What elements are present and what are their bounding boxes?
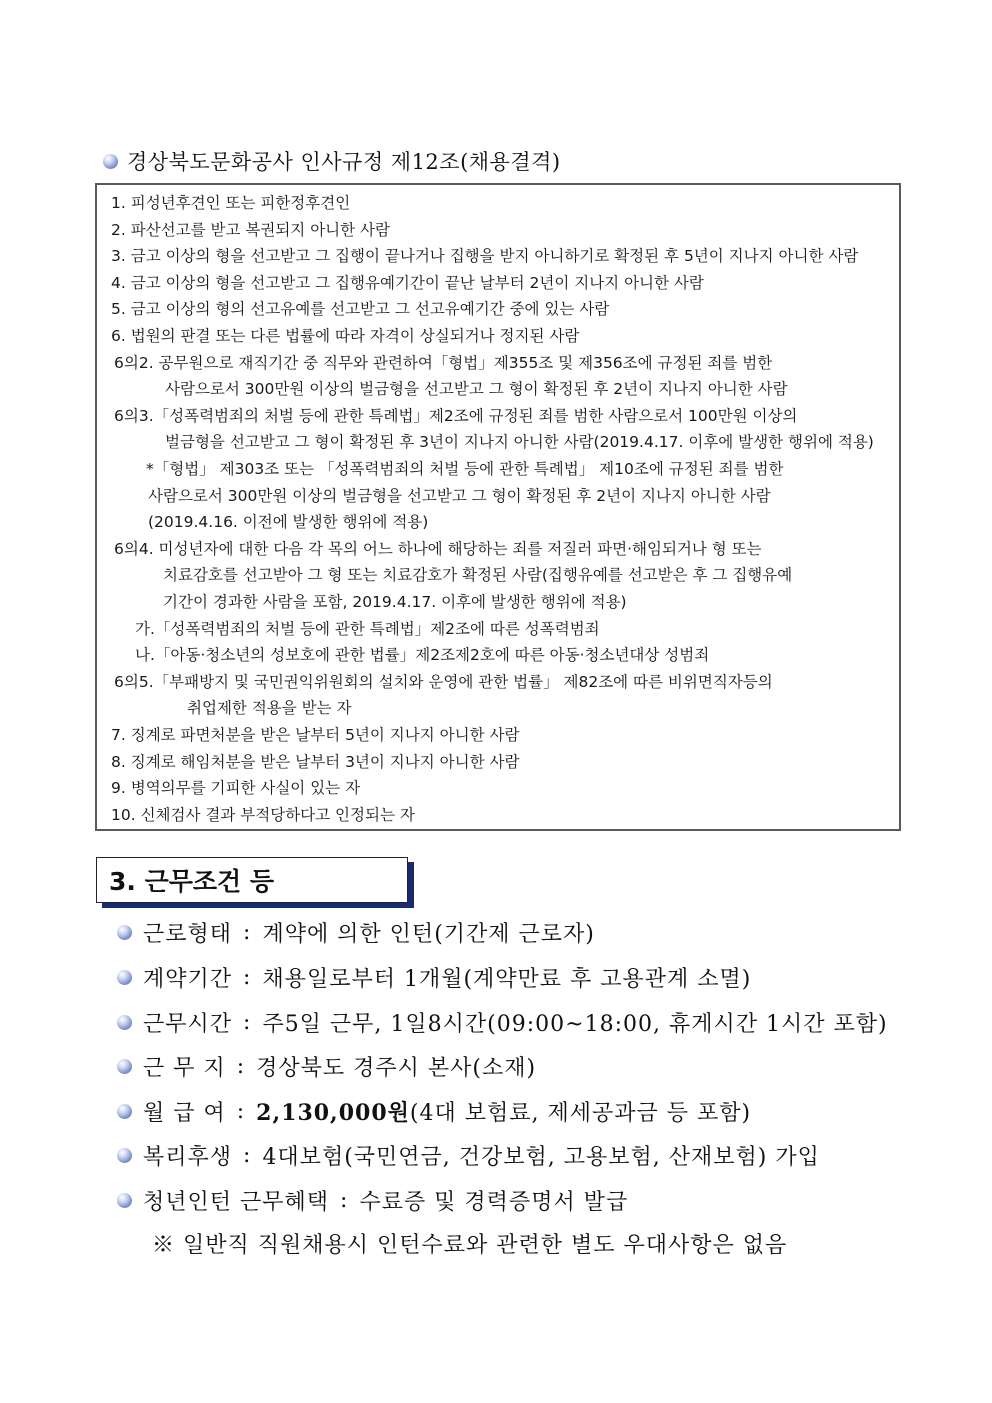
regulation-heading — [103, 146, 561, 176]
list-item: (2019.4.16. 이전에 발생한 행위에 적용) — [148, 513, 429, 531]
condition-label: 월 급 여 — [143, 1101, 226, 1126]
bullet-icon — [103, 154, 118, 169]
list-item: 6의3.「성폭력범죄의 처벌 등에 관한 특례법」제2조에 규정된 죄를 범한 사람으로서 100만원 이상의 — [114, 407, 798, 425]
list-item: 사람으로서 300만원 이상의 벌금형을 선고받고 그 형이 확정된 후 2년이 지나지 아니한 사람 — [165, 380, 788, 398]
list-item: 7. 징계로 파면처분을 받은 날부터 5년이 지나지 아니한 사람 — [111, 726, 520, 744]
condition-value: 계약에 의한 인턴(기간제 근로자) — [262, 922, 595, 947]
condition-value — [256, 1096, 751, 1127]
list-item: 취업제한 적용을 받는 자 — [187, 699, 352, 717]
condition-value: 채용일로부터 1개월(계약만료 후 고용관계 소멸) — [262, 967, 752, 992]
list-item: 1. 피성년후견인 또는 피한정후견인 — [111, 194, 351, 212]
bullet-icon — [117, 1059, 132, 1074]
salary-note: (4대 보험료, 제세공과금 등 포함) — [409, 1101, 752, 1126]
bullet-icon — [117, 1104, 132, 1119]
condition-value: 경상북도 경주시 본사(소재) — [256, 1056, 537, 1081]
condition-work-hours — [117, 1007, 888, 1038]
section-title-text: 3. 근무조건 등 — [109, 867, 275, 896]
bullet-icon — [117, 1015, 132, 1030]
list-item: 10. 신체검사 결과 부적당하다고 인정되는 자 — [111, 806, 415, 824]
list-item: 나.「아동·청소년의 성보호에 관한 법률」제2조제2호에 따른 아동·청소년대상 성범죄 — [135, 646, 710, 664]
condition-value: 4대보험(국민연금, 건강보험, 고용보험, 산재보험) 가입 — [262, 1145, 820, 1170]
list-item: 벌금형을 선고받고 그 형이 확정된 후 3년이 지나지 아니한 사람(2019.4.17. 이후에 발생한 행위에 적용) — [165, 433, 874, 451]
salary-amount: 2,130,000원 — [256, 1100, 410, 1126]
list-item: 6의4. 미성년자에 대한 다음 각 목의 어느 하나에 해당하는 죄를 저질러 파면·해임되거나 형 또는 — [114, 540, 762, 558]
list-item: 기간이 경과한 사람을 포함, 2019.4.17. 이후에 발생한 행위에 적용) — [163, 593, 627, 611]
separator: : — [243, 1010, 252, 1035]
condition-intern-benefit — [117, 1185, 628, 1216]
list-item: 6. 법원의 판결 또는 다른 법률에 따라 자격이 상실되거나 정지된 사람 — [111, 327, 580, 345]
condition-employment-type — [117, 917, 595, 948]
regulation-box — [95, 183, 901, 831]
bullet-icon — [117, 1148, 132, 1163]
list-item: 5. 금고 이상의 형의 선고유예를 선고받고 그 선고유예기간 중에 있는 사람 — [111, 300, 610, 318]
separator: : — [243, 920, 252, 945]
condition-value: 주5일 근무, 1일8시간(09:00~18:00, 휴게시간 1시간 포함) — [262, 1012, 888, 1037]
separator: : — [236, 1054, 246, 1079]
section-title — [96, 857, 408, 903]
list-item: *「형법」 제303조 또는 「성폭력범죄의 처벌 등에 관한 특례법」 제10조에 규정된 죄를 범한 — [146, 460, 784, 478]
separator: : — [243, 1143, 252, 1168]
list-item: 9. 병역의무를 기피한 사실이 있는 자 — [111, 779, 361, 797]
condition-label: 청년인턴 근무혜택 — [143, 1190, 330, 1215]
condition-welfare — [117, 1140, 820, 1171]
bullet-icon — [117, 970, 132, 985]
condition-work-location — [117, 1051, 536, 1082]
condition-label: 근 무 지 — [143, 1056, 226, 1081]
note: ※ 일반직 직원채용시 인턴수료와 관련한 별도 우대사항은 없음 — [152, 1233, 788, 1258]
condition-label: 복리후생 — [143, 1145, 233, 1170]
list-item: 4. 금고 이상의 형을 선고받고 그 집행유예기간이 끝난 날부터 2년이 지나지 아니한 사람 — [111, 274, 704, 292]
separator: : — [340, 1188, 349, 1213]
bullet-icon — [117, 925, 132, 940]
condition-label: 계약기간 — [143, 967, 233, 992]
bullet-icon — [117, 1193, 132, 1208]
list-item: 3. 금고 이상의 형을 선고받고 그 집행이 끝나거나 집행을 받지 아니하기로 확정된 후 5년이 지나지 아니한 사람 — [111, 247, 859, 265]
separator: : — [243, 965, 252, 990]
separator: : — [236, 1099, 246, 1124]
condition-label: 근로형태 — [143, 922, 233, 947]
list-item: 6의5.「부패방지 및 국민권익위원회의 설치와 운영에 관한 법률」 제82조에 따른 비위면직자등의 — [114, 673, 773, 691]
condition-monthly-salary — [117, 1096, 751, 1127]
condition-contract-period — [117, 962, 751, 993]
list-item: 6의2. 공무원으로 재직기간 중 직무와 관련하여「형법」제355조 및 제356조에 규정된 죄를 범한 — [114, 354, 773, 372]
list-item: 치료감호를 선고받아 그 형 또는 치료감호가 확정된 사람(집행유예를 선고받은 후 그 집행유예 — [163, 566, 793, 584]
list-item: 8. 징계로 해임처분을 받은 날부터 3년이 지나지 아니한 사람 — [111, 753, 520, 771]
condition-value: 수료증 및 경력증명서 발급 — [359, 1190, 629, 1215]
regulation-title: 경상북도문화공사 인사규정 제12조(채용결격) — [127, 150, 561, 174]
list-item: 2. 파산선고를 받고 복권되지 아니한 사람 — [111, 221, 390, 239]
list-item: 사람으로서 300만원 이상의 벌금형을 선고받고 그 형이 확정된 후 2년이 지나지 아니한 사람 — [148, 487, 771, 505]
condition-label: 근무시간 — [143, 1012, 233, 1037]
list-item: 가.「성폭력범죄의 처벌 등에 관한 특례법」제2조에 따른 성폭력범죄 — [135, 620, 600, 638]
